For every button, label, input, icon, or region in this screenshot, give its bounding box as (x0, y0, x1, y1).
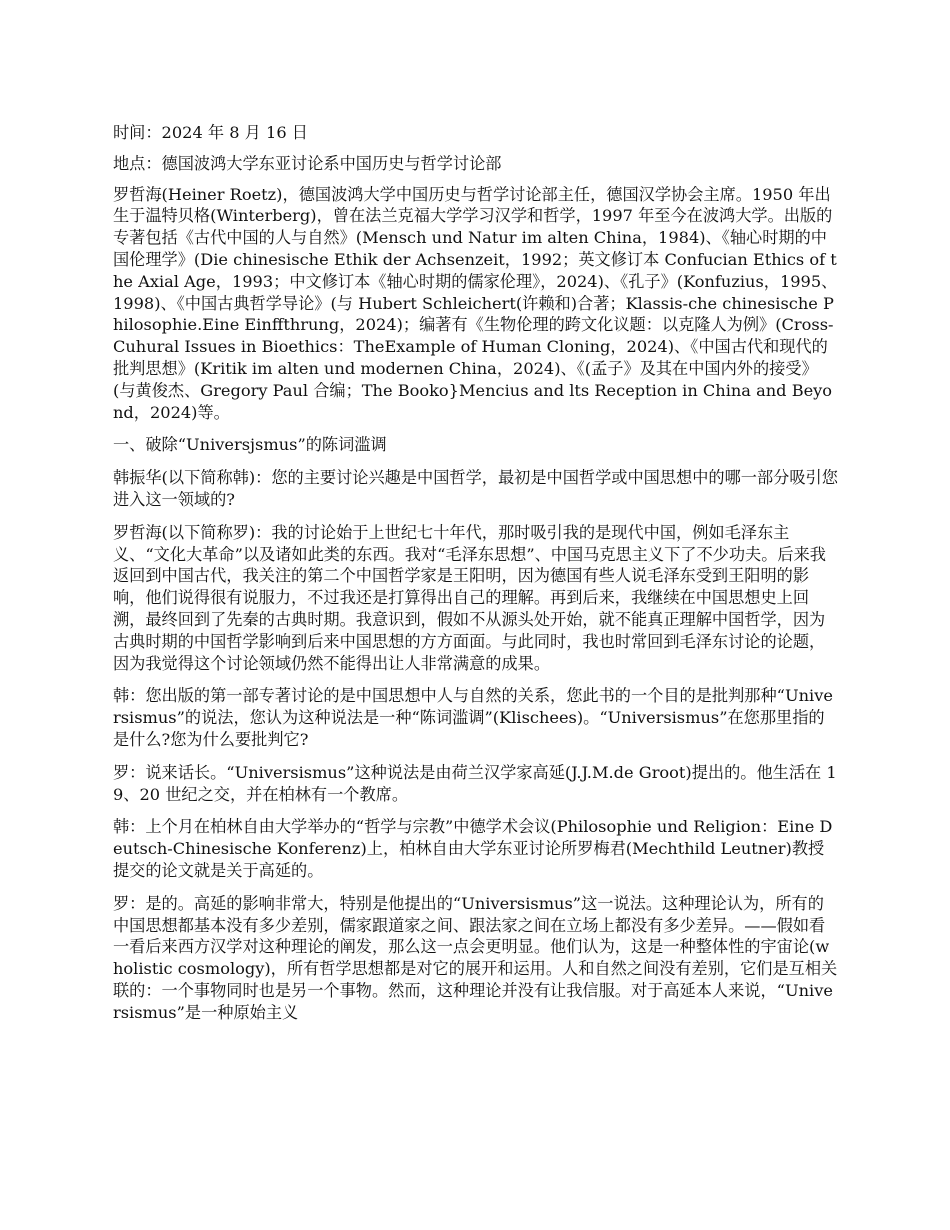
interview-paragraph: 罗：是的。高延的影响非常大，特别是他提出的“Universismus”这一说法。这种理论认为，所有的中国思想都基本没有多少差别，儒家跟道家之间、跟法家之间在立场上都没有多少差异。——假如看一看后来西方汉学对这种理论的阐发，那么这一点会更明显。他们认为，这是一种整体性的宇宙论(wholistic cosmology)，所有哲学思想都是对它的展开和运用。人和自然之间没有差别，它们是互相关联的：一个事物同时也是另一个事物。然而，这种理论并没有让我信服。对于高延本人来说，“Universismus”是一种原始主义 (113, 893, 838, 1022)
author-bio-paragraph: 罗哲海(Heiner Roetz)，德国波鸿大学中国历史与哲学讨论部主任，德国汉学协会主席。1950 年出生于温特贝格(Winterberg)，曾在法兰克福大学学习汉学和哲学，1997 年至今在波鸿大学。出版的专著包括《古代中国的人与自然》(Mensch und Natur im alten China，1984)、《轴心时期的中国伦理学》(Die chinesische Ethik der Achsenzeit，1992；英文修订本 Confucian Ethics of the Axial Age，1993；中文修订本《轴心时期的儒家伦理》，2024)、《孔子》(Konfuzius，1995、1998)、《中国古典哲学导论》(与 Hubert Schleichert(许赖和)合著；Klassis-che chinesische Philosophie.Eine Einffthrung，2024)；编著有《生物伦理的跨文化议题：以克隆人为例》(Cross-Cuhural Issues in Bioethics：TheExample of Human Cloning，2024)、《中国古代和现代的批判思想》(Kritik im alten und modernen China，2024)、《(孟子》及其在中国内外的接受》(与黄俊杰、Gregory Paul 合编；The Booko}Mencius and lts Reception in China and Beyond，2024)等。 (113, 184, 838, 422)
interview-paragraph: 韩：您出版的第一部专著讨论的是中国思想中人与自然的关系，您此书的一个目的是批判那种“Universismus”的说法，您认为这种说法是一种“陈词滥调”(Klischees)。“Universismus”在您那里指的是什么?您为什么要批判它? (113, 686, 833, 749)
meta-time: 时间：2024 年 8 月 16 日 (113, 123, 308, 142)
document-page (113, 122, 839, 1034)
interview-paragraph: 韩振华(以下简称韩)：您的主要讨论兴趣是中国哲学，最初是中国哲学或中国思想中的哪一部分吸引您进入这一领域的? (113, 468, 838, 509)
interview-paragraph: 罗：说来话长。“Universismus”这种说法是由荷兰汉学家高延(J.J.M.de Groot)提出的。他生活在 19、20 世纪之交，并在柏林有一个教席。 (113, 762, 837, 804)
interview-paragraph: 韩：上个月在柏林自由大学举办的“哲学与宗教”中德学术会议(Philosophie und Religion：Eine Deutsch-Chinesische Konferenz)上，柏林自由大学东亚讨论所罗梅君(Mechthild Leutner)教授提交的论文就是关于高延的。 (113, 817, 833, 880)
interview-paragraph: 罗哲海(以下简称罗)：我的讨论始于上世纪七十年代，那时吸引我的是现代中国，例如毛泽东主义、“文化大革命”以及诸如此类的东西。我对“毛泽东思想”、中国马克思主义下了不少功夫。后来我返回到中国古代，我关注的第二个中国哲学家是王阳明，因为德国有些人说毛泽东受到王阳明的影响，他们说得很有说服力，不过我还是打算得出自己的理解。再到后来，我继续在中国思想史上回溯，最终回到了先秦的古典时期。我意识到，假如不从源头处开始，就不能真正理解中国哲学，因为古典时期的中国哲学影响到后来中国思想的方方面面。与此同时，我也时常回到毛泽东讨论的论题，因为我觉得这个讨论领域仍然不能得出让人非常满意的成果。 (113, 522, 826, 673)
section-heading: 一、破除“Universjsmus”的陈词滥调 (113, 435, 387, 455)
meta-place: 地点：德国波鸿大学东亚讨论系中国历史与哲学讨论部 (113, 153, 502, 173)
